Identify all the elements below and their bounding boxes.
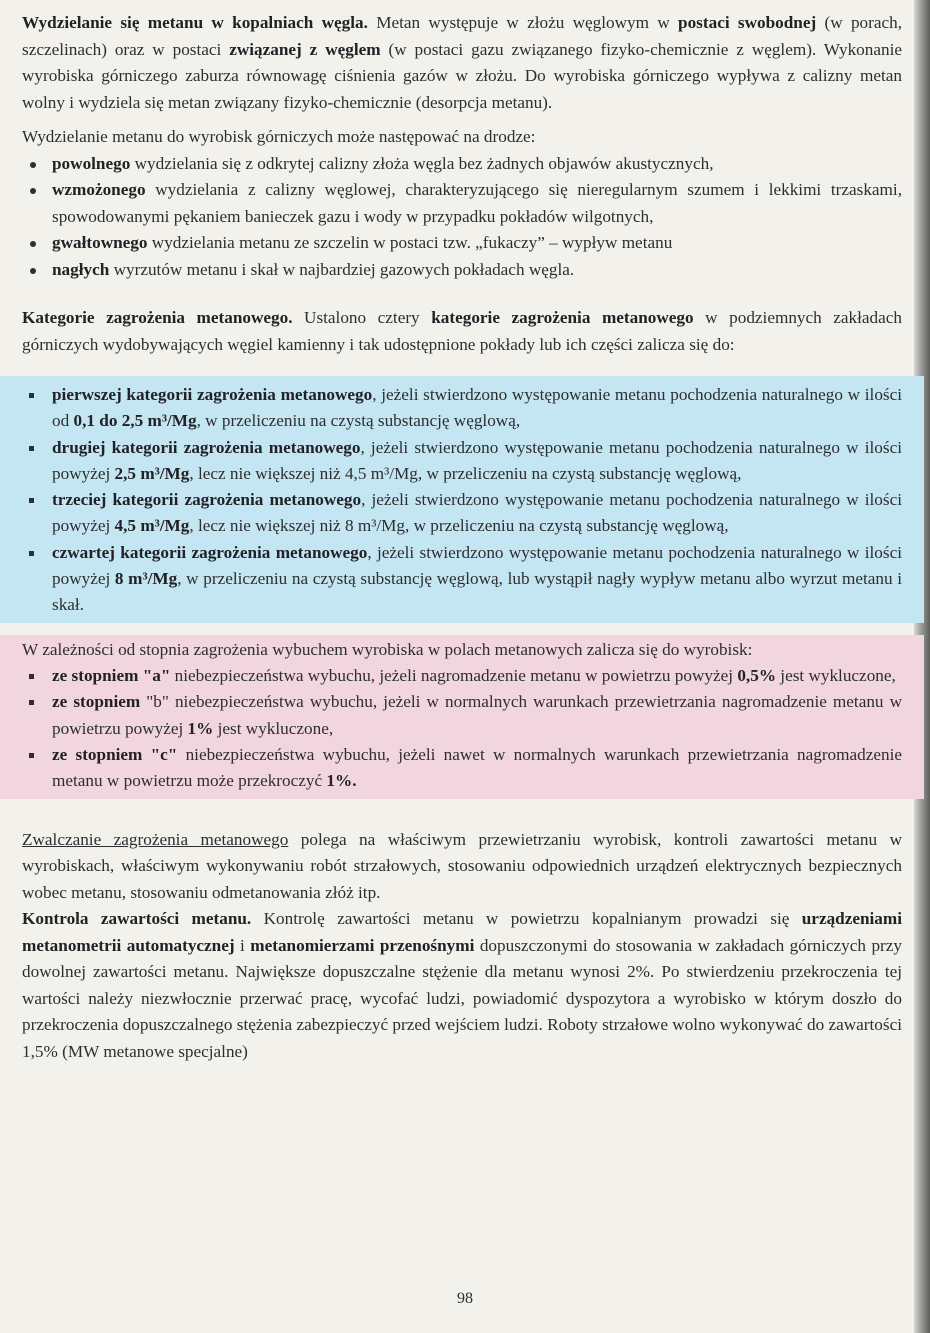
hazard-categories-box <box>0 376 902 623</box>
explosion-degree-list <box>22 663 902 794</box>
hazard-categories-list <box>22 382 902 619</box>
list-item: wzmożonego wydzielania z calizny węglowej, charakteryzującego się nieregularnym szumem i lekkimi trzaskami, spowodowanymi pękaniem banieczek gazu i wody w przypadku pokładów wilgotnych, <box>22 177 902 230</box>
list-item: pierwszej kategorii zagrożenia metanowego, jeżeli stwierdzono występowanie metanu pochodzenia naturalnego w ilości od 0,1 do 2,5 m³/Mg, w przeliczeniu na czystą substancję węglową, <box>22 382 902 435</box>
list-item: gwałtownego wydzielania metanu ze szczelin w postaci tzw. „fukaczy” – wypływ metanu <box>22 230 902 257</box>
page-edge-shadow <box>914 0 930 1333</box>
list-item: ze stopniem "b" niebezpieczeństwa wybuchu, jeżeli w normalnych warunkach przewietrzania nagromadzenie metanu w powietrzu powyżej 1% jest wykluczone, <box>22 689 902 742</box>
paragraph-methane-control: Zwalczanie zagrożenia metanowego polega na właściwym przewietrzaniu wyrobisk, kontroli zawartości metanu w wyrobiskach, właściwym wykonywaniu robót strzałowych, stosowaniu odpowiednich urządzeń elektrycznych bezpiecznych wobec metanu, stosowaniu odmetanowania złóż itp. <box>22 829 902 902</box>
explosion-degree-lead: W zależności od stopnia zagrożenia wybuchem wyrobiska w polach metanowych zalicza się do wyrobisk: <box>22 639 753 659</box>
list-item: ze stopniem "a" niebezpieczeństwa wybuchu, jeżeli nagromadzenie metanu w powietrzu powyżej 0,5% jest wykluczone, <box>22 663 902 689</box>
paragraph-methane-release: Wydzielanie się metanu w kopalniach węgla. Metan występuje w złożu węglowym w postaci swobodnej (w porach, szczelinach) oraz w postaci związanej z węglem (w postaci gazu związanego fizyko-chemicznie z węglem). Wykonanie wyrobiska górniczego zaburza równowagę ciśnienia gazów w złożu. Do wyrobiska górniczego wypływa z calizny metan wolny i wydziela się metan związany fizyko-chemicznie (desorpcja metanu). <box>22 13 903 112</box>
list-item: ze stopniem "c" niebezpieczeństwa wybuchu, jeżeli nawet w normalnych warunkach przewietrzania nagromadzenie metanu w powietrzu może przekroczyć 1%. <box>22 742 902 795</box>
heading-hazard-categories: Kategorie zagrożenia metanowego. <box>22 308 293 327</box>
paragraph-hazard-categories: Kategorie zagrożenia metanowego. Ustalono cztery kategorie zagrożenia metanowego w podziemnych zakładach górniczych wydobywających węgiel kamienny i tak udostępnione pokłady lub ich części zalicza się do: <box>22 308 902 354</box>
list-item: trzeciej kategorii zagrożenia metanowego, jeżeli stwierdzono występowanie metanu pochodzenia naturalnego w ilości powyżej 4,5 m³/Mg, lecz nie większej niż 8 m³/Mg, w przeliczeniu na czystą substancję węglową, <box>22 487 902 540</box>
page-number: 98 <box>457 1290 473 1307</box>
heading-methane-combat: Zwalczanie zagrożenia metanowego <box>22 829 289 849</box>
list-item: drugiej kategorii zagrożenia metanowego, jeżeli stwierdzono występowanie metanu pochodzenia naturalnego w ilości powyżej 2,5 m³/Mg, lecz nie większej niż 4,5 m³/Mg, w przeliczeniu na czystą substancję węglową, <box>22 435 902 488</box>
list-item: nagłych wyrzutów metanu i skał w najbardziej gazowych pokładach węgla. <box>22 257 902 284</box>
heading-methane-release: Wydzielanie się metanu w kopalniach węgla. <box>22 13 368 32</box>
list-item: powolnego wydzielania się z odkrytej calizny złoża węgla bez żadnych objawów akustycznych, <box>22 151 902 178</box>
heading-methane-measurement: Kontrola zawartości metanu. <box>22 909 252 929</box>
release-list-lead: Wydzielanie metanu do wyrobisk górniczych może następować na drodze: <box>22 127 536 146</box>
release-ways-list <box>22 151 902 284</box>
explosion-degree-box <box>0 635 902 799</box>
paragraph-methane-measurement: Kontrola zawartości metanu. Kontrolę zawartości metanu w powietrzu kopalnianym prowadzi się urządzeniami metanometrii automatycznej i metanomierzami przenośnymi dopuszczonymi do stosowania w zakładach górniczych przy dowolnej zawartości metanu. Największe dopuszczalne stężenie dla metanu wynosi 2%. Po stwierdzeniu przekroczenia tej wartości należy niezwłocznie przerwać pracę, wycofać ludzi, powiadomić dyspozytora a wyrobisko w którym doszło do przekroczenia dopuszczalnego stężenia zabezpieczyć przed wejściem ludzi. Roboty strzałowe wolno wykonywać do zawartości 1,5% (MW metanowe specjalne) <box>22 909 902 1061</box>
list-item: czwartej kategorii zagrożenia metanowego, jeżeli stwierdzono występowanie metanu pochodzenia naturalnego w ilości powyżej 8 m³/Mg, w przeliczeniu na czystą substancję węglową, lub wystąpił nagły wypływ metanu albo wyrzut metanu i skał. <box>22 540 902 619</box>
page-content <box>22 10 902 1065</box>
